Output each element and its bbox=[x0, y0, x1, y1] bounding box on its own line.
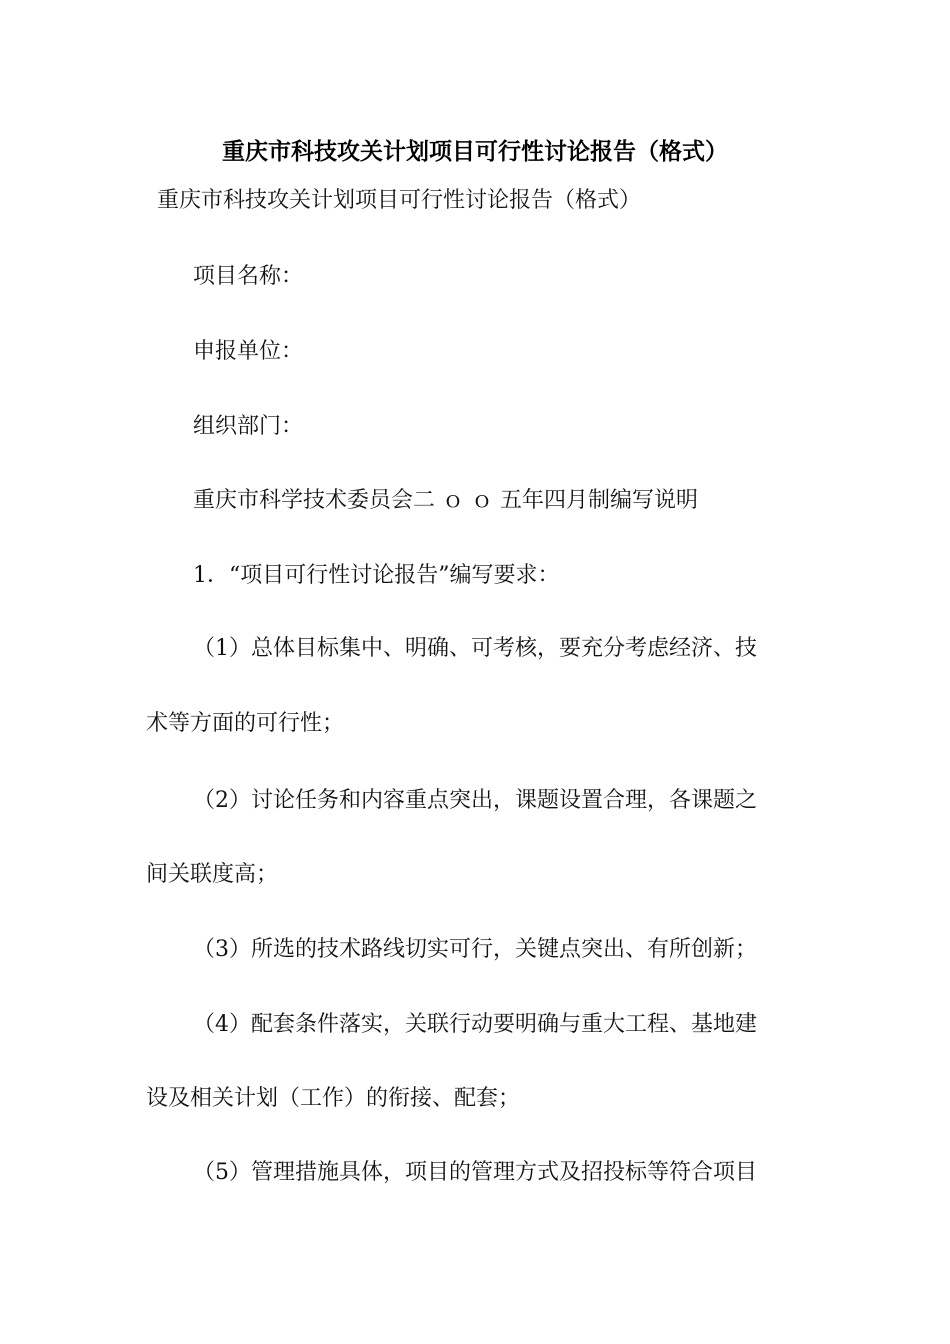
requirement-item-1-line2: 术等方面的可行性； bbox=[146, 711, 345, 736]
requirement-item-4-line1: （4）配套条件落实，关联行动要明确与重大工程、基地建 bbox=[193, 1012, 757, 1037]
document-title: 重庆市科技攻关计划项目可行性讨论报告（格式） bbox=[222, 138, 728, 165]
requirement-item-1-line1: （1）总体目标集中、明确、可考核，要充分考虑经济、技 bbox=[193, 636, 757, 661]
issuer-line: 重庆市科学技术委员会二 ｏ ｏ 五年四月制编写说明 bbox=[193, 488, 698, 513]
document-subtitle: 重庆市科技攻关计划项目可行性讨论报告（格式） bbox=[157, 188, 642, 213]
field-organizer: 组织部门： bbox=[193, 414, 304, 439]
field-project-name: 项目名称： bbox=[193, 264, 304, 289]
requirement-item-5-line1: （5）管理措施具体，项目的管理方式及招投标等符合项目 bbox=[193, 1160, 757, 1185]
requirement-item-2-line2: 间关联度高； bbox=[146, 862, 279, 887]
requirement-item-2-line1: （2）讨论任务和内容重点突出，课题设置合理，各课题之 bbox=[193, 788, 757, 813]
field-applicant: 申报单位： bbox=[193, 339, 304, 364]
section-heading: 1．“项目可行性讨论报告”编写要求： bbox=[193, 563, 560, 588]
requirement-item-4-line2: 设及相关计划（工作）的衔接、配套； bbox=[146, 1086, 521, 1111]
requirement-item-3-line1: （3）所选的技术路线切实可行，关键点突出、有所创新； bbox=[193, 937, 757, 962]
